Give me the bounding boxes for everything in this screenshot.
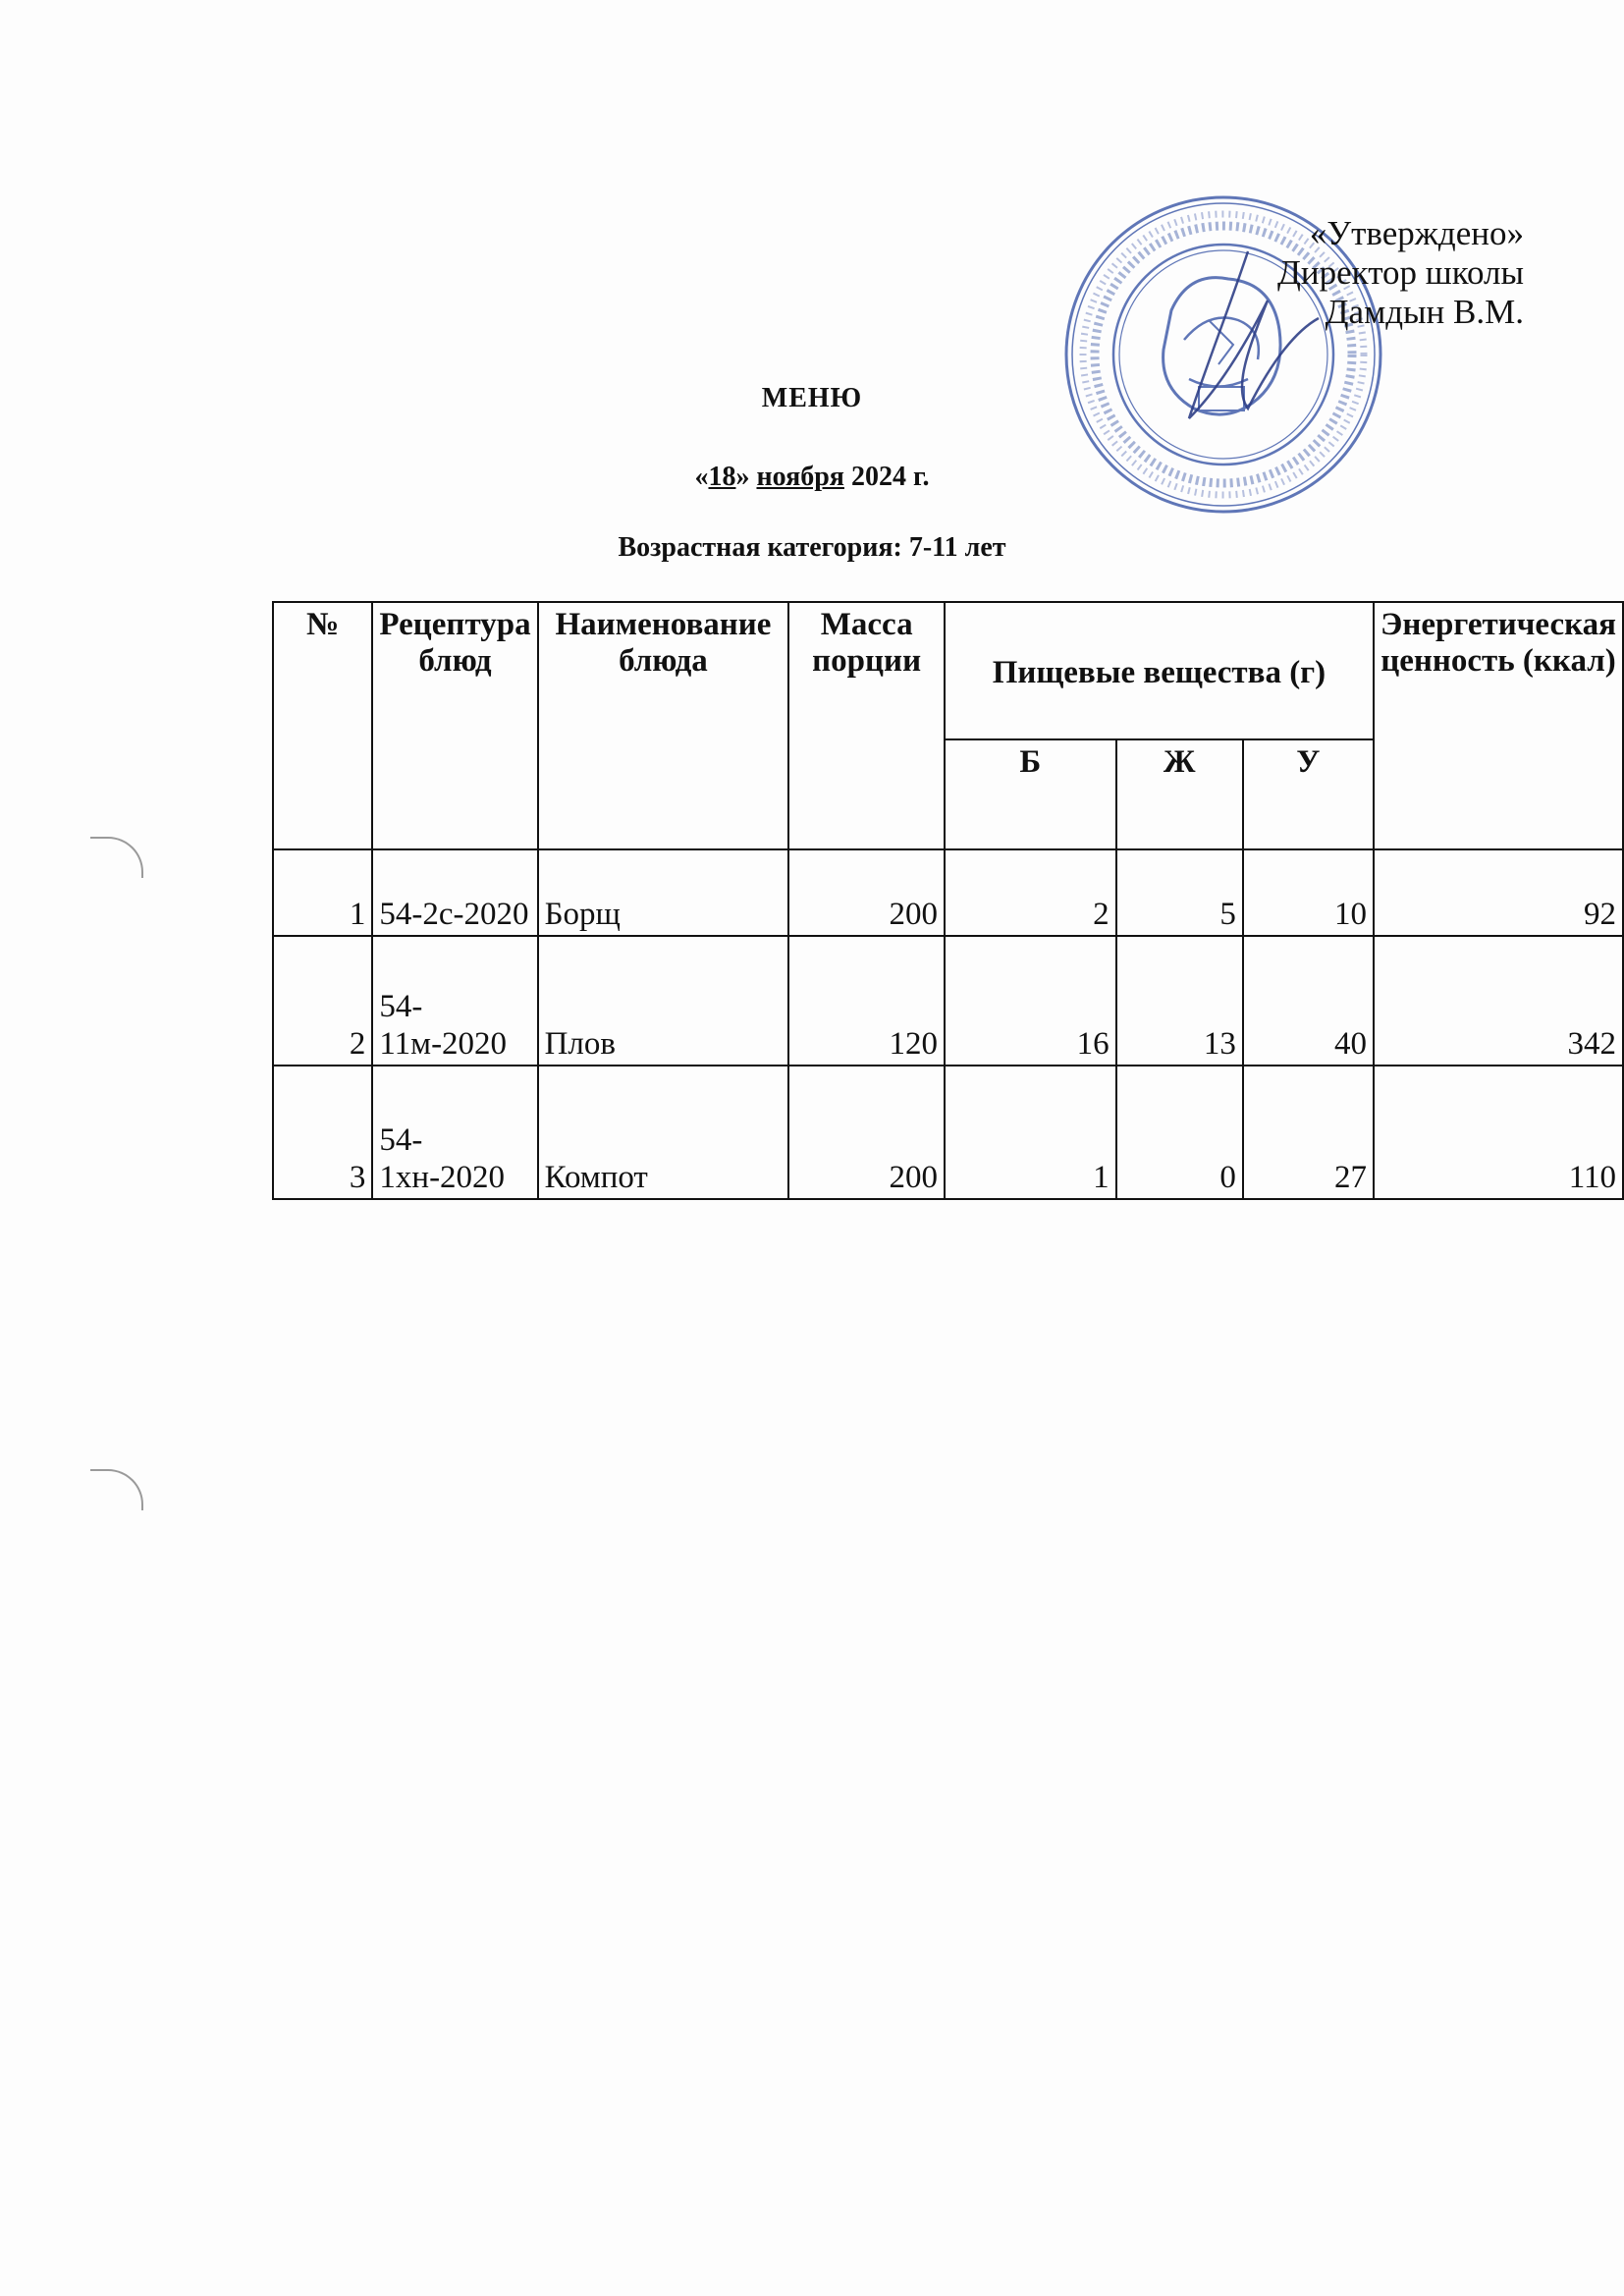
header-fat: Ж: [1116, 739, 1243, 849]
date-open-quote: «: [694, 462, 709, 492]
page-title: МЕНЮ: [761, 383, 863, 413]
row-dish: Борщ: [538, 849, 789, 936]
row-energy: 92: [1374, 849, 1623, 936]
table-row: [273, 849, 1623, 936]
menu-table: [272, 601, 1624, 1200]
row-fat: 5: [1116, 849, 1243, 936]
table-row: [273, 936, 1623, 1066]
punch-hole-mark-bottom: [90, 1469, 143, 1510]
header-recipe: Рецептура блюд: [372, 602, 537, 849]
approval-block: [1277, 214, 1524, 332]
row-protein: 1: [945, 1066, 1116, 1199]
table-row: [273, 1066, 1623, 1199]
row-recipe: 54-2с-2020: [372, 849, 537, 936]
header-dish: Наименование блюда: [538, 602, 789, 849]
row-protein: 16: [945, 936, 1116, 1066]
row-mass: 200: [788, 849, 945, 936]
row-recipe: 54-1хн-2020: [372, 1066, 537, 1199]
row-carbs: 27: [1243, 1066, 1374, 1199]
row-carbs: 40: [1243, 936, 1374, 1066]
header-carbs: У: [1243, 739, 1374, 849]
row-dish: Компот: [538, 1066, 789, 1199]
approval-name: Дамдын В.М.: [1325, 293, 1524, 331]
row-mass: 200: [788, 1066, 945, 1199]
row-protein: 2: [945, 849, 1116, 936]
header-protein: Б: [945, 739, 1116, 849]
row-energy: 110: [1374, 1066, 1623, 1199]
row-number: 2: [273, 936, 372, 1066]
approval-position: Директор школы: [1277, 253, 1524, 292]
date-month: ноября: [756, 462, 844, 492]
row-energy: 342: [1374, 936, 1623, 1066]
header-mass: Масса порции: [788, 602, 945, 849]
header-number: №: [273, 602, 372, 849]
row-carbs: 10: [1243, 849, 1374, 936]
header-nutrients: Пищевые вещества (г): [945, 602, 1374, 739]
row-dish: Плов: [538, 936, 789, 1066]
date-day: 18: [708, 462, 736, 492]
date-year: 2024 г.: [850, 462, 930, 492]
punch-hole-mark-top: [90, 837, 143, 878]
menu-date: [0, 462, 1624, 493]
age-category: Возрастная категория: 7-11 лет: [618, 532, 1006, 563]
row-mass: 120: [788, 936, 945, 1066]
header-energy: Энергетическая ценность (ккал): [1374, 602, 1623, 849]
date-close-quote: »: [735, 462, 750, 492]
row-fat: 13: [1116, 936, 1243, 1066]
row-number: 3: [273, 1066, 372, 1199]
row-recipe: 54-11м-2020: [372, 936, 537, 1066]
row-fat: 0: [1116, 1066, 1243, 1199]
row-number: 1: [273, 849, 372, 936]
approval-title: «Утверждено»: [1309, 214, 1524, 252]
